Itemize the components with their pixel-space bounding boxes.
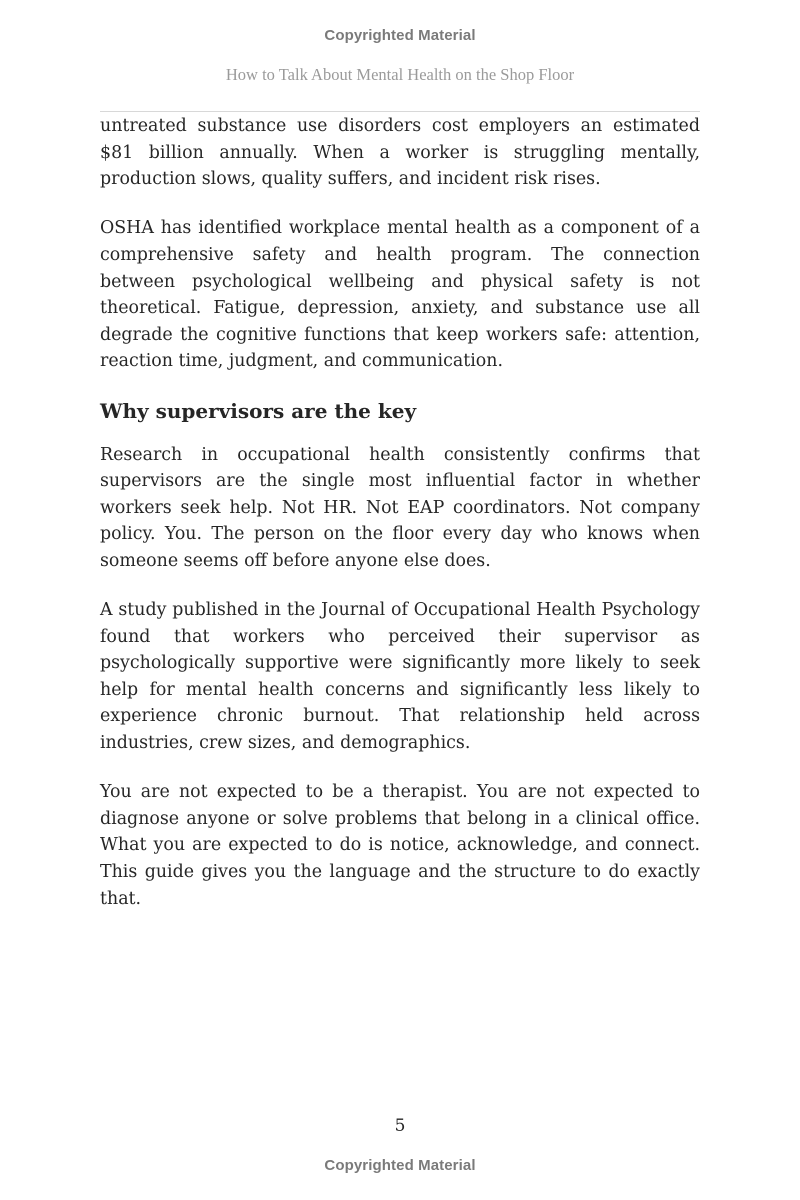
header-divider [100, 111, 700, 112]
page-number: 5 [394, 1116, 406, 1136]
body-paragraph-1: untreated substance use disorders cost employers an estimated $81 billion annually. When a worker is struggling mentally, production slows, quality suffers, and incident risk rises. [100, 116, 700, 190]
page-body [100, 113, 700, 912]
body-paragraph-5: You are not expected to be a therapist. You are not expected to diagnose anyone or solve problems that belong in a clinical office. What you are expected to do is notice, acknowledge, and connect. This guide gives you the language and the structure to do exactly that. [100, 782, 700, 909]
copyright-watermark-top: Copyrighted Material [324, 27, 476, 44]
copyright-watermark-bottom: Copyrighted Material [324, 1157, 476, 1174]
body-paragraph-3: Research in occupational health consistently confirms that supervisors are the single most influential factor in whether workers seek help. Not HR. Not EAP coordinators. Not company policy. You. The person on the floor every day who knows when someone seems off before anyone else does. [100, 444, 700, 571]
running-header: How to Talk About Mental Health on the Shop Floor [225, 65, 575, 84]
section-heading: Why supervisors are the key [100, 398, 417, 423]
body-paragraph-2: OSHA has identified workplace mental health as a component of a comprehensive safety and health program. The connection between psychological wellbeing and physical safety is not theoretical. Fatigue, depression, anxiety, and substance use all degrade the cognitive functions that keep workers safe: attention, reaction time, judgment, and communication. [100, 218, 700, 372]
body-paragraph-4: A study published in the Journal of Occupational Health Psychology found that workers who perceived their supervisor as psychologically supportive were significantly more likely to seek help for mental health concerns and significantly less likely to experience chronic burnout. That relationship held across industries, crew sizes, and demographics. [100, 600, 700, 754]
